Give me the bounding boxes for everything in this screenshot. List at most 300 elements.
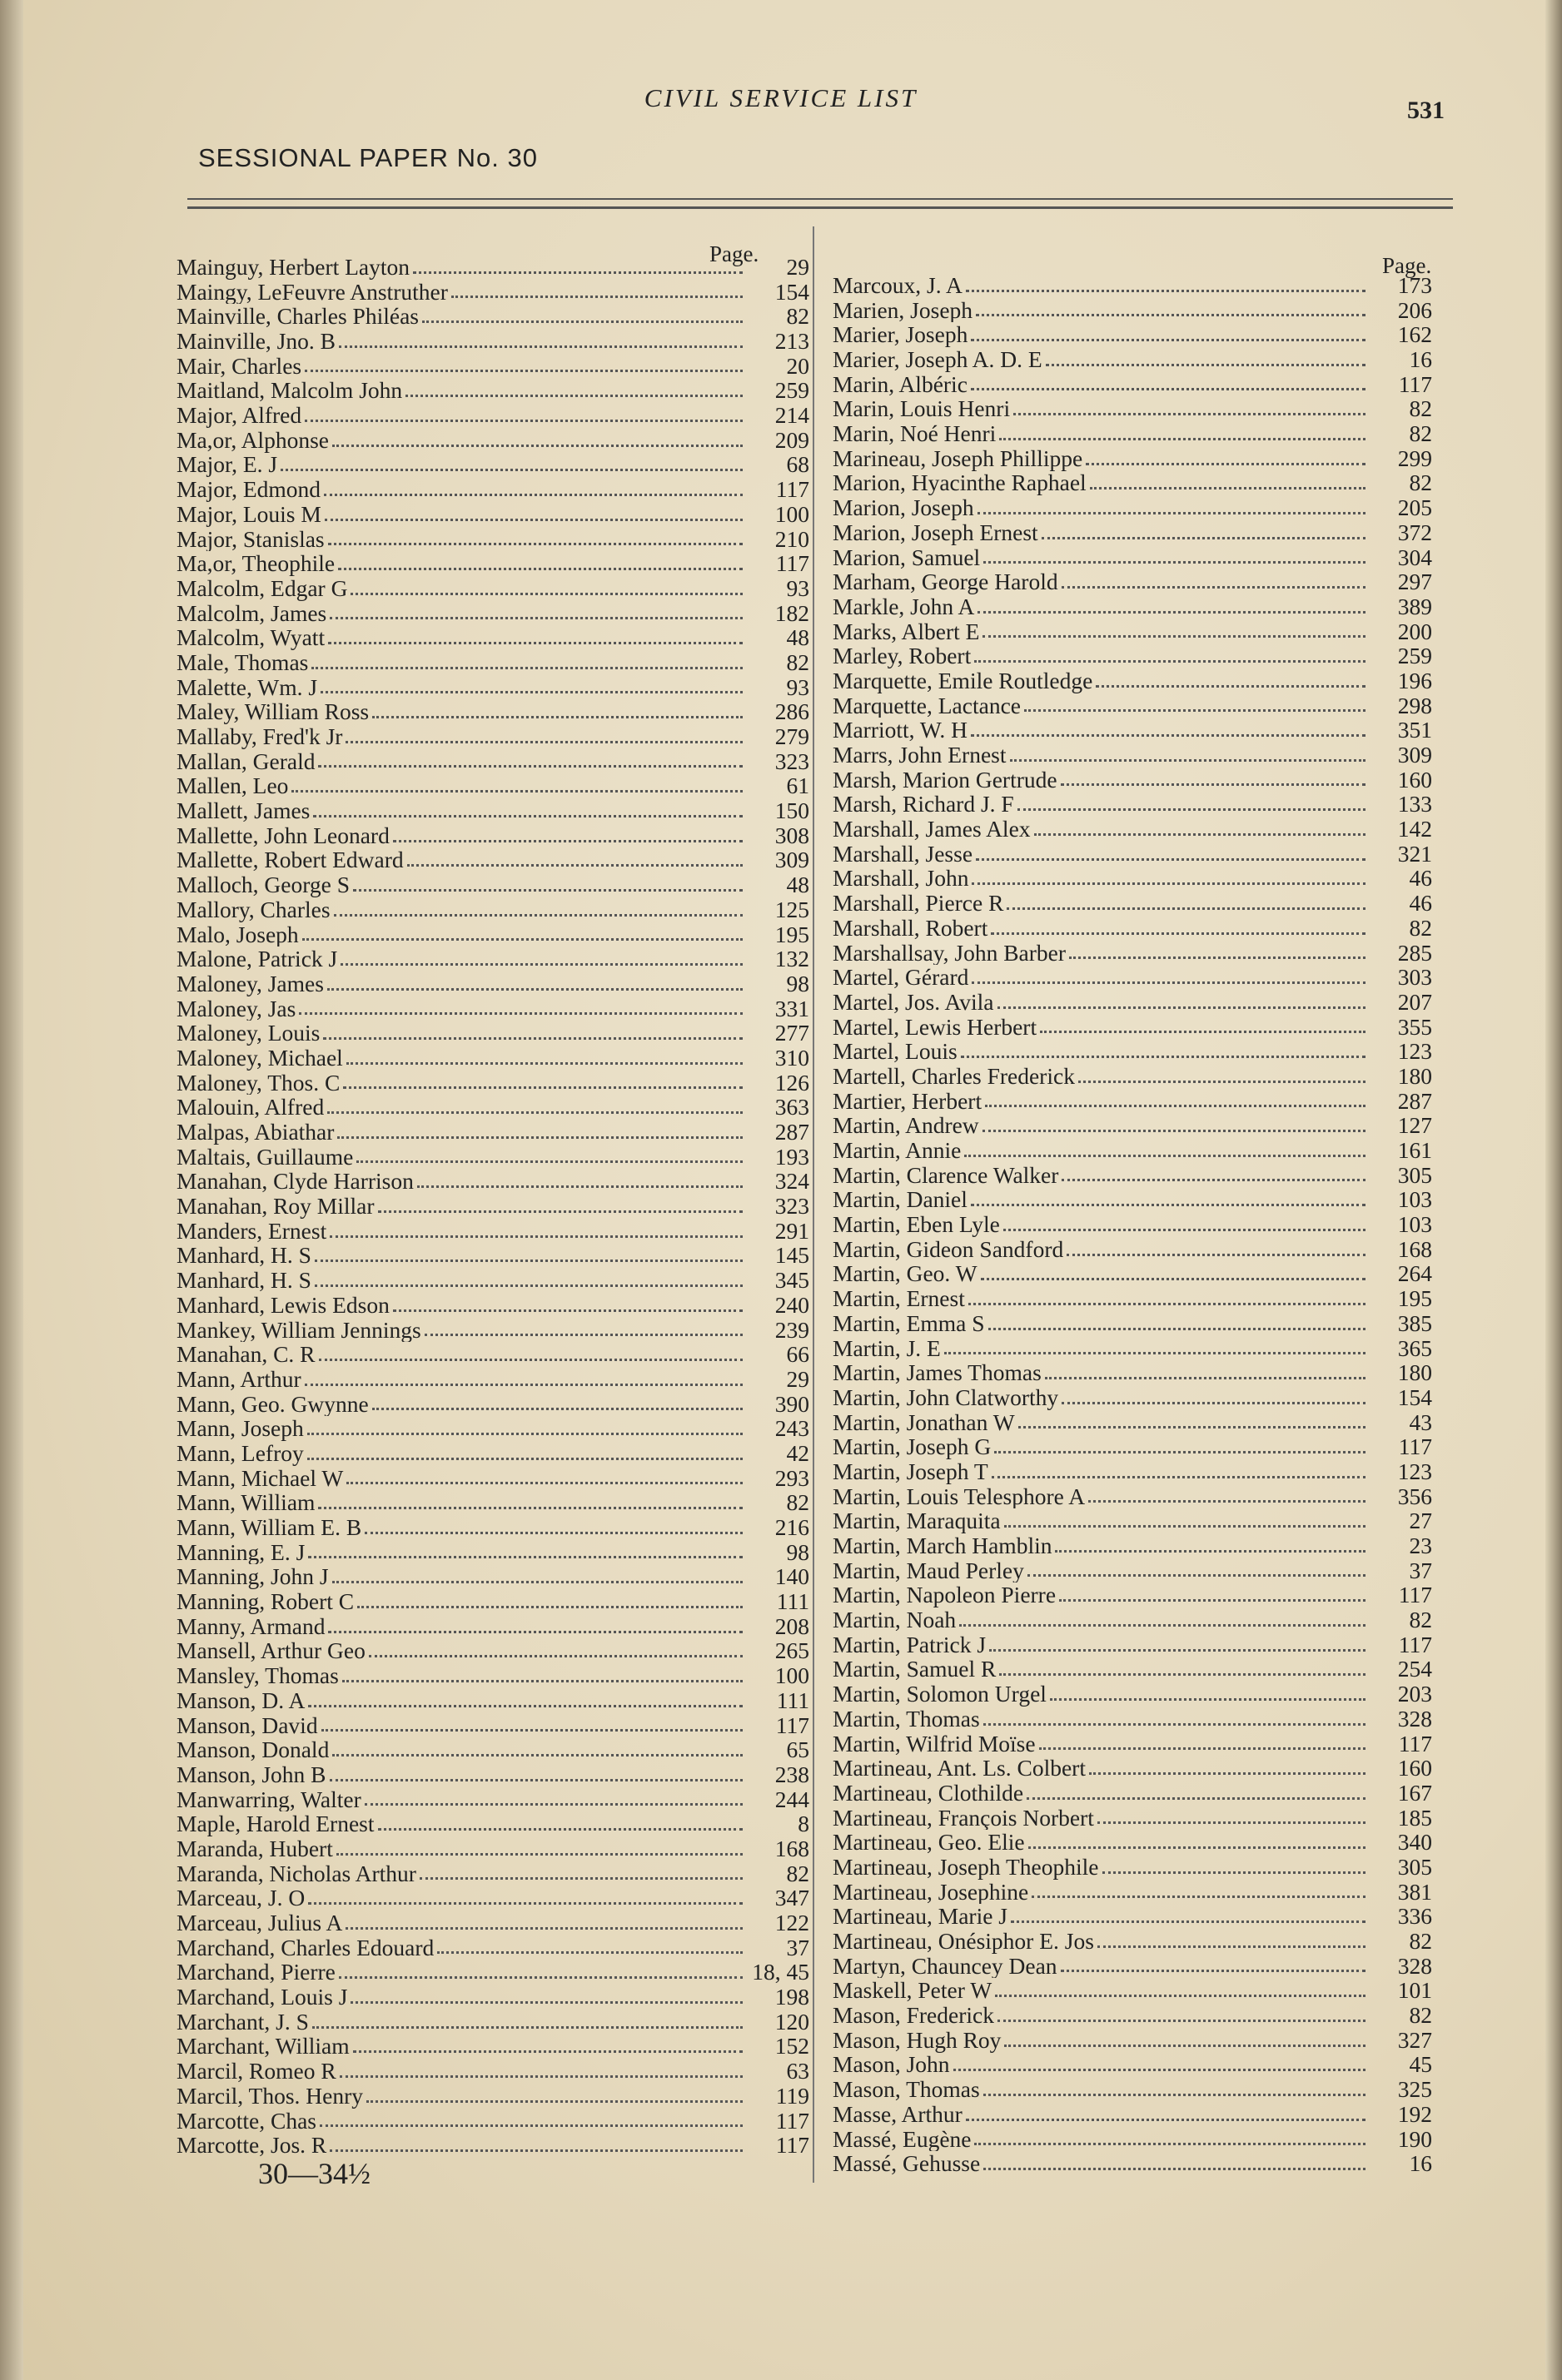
index-entry [177,1145,809,1170]
index-entry [833,619,1432,644]
entry-name: Marsh, Marion Gertrude [833,767,1057,793]
entry-page: 68 [786,452,809,478]
entry-name: Martin, Maud Perley [833,1558,1024,1583]
entry-name: Mason, Hugh Roy [833,2027,1002,2053]
entry-page: 168 [1397,1236,1432,1262]
entry-name: Marion, Samuel [833,544,981,570]
entry-name: Ma,or, Theophile [177,551,336,576]
entry-name: Mann, Geo. Gwynne [177,1391,369,1417]
entry-name: Mansell, Arthur Geo [177,1638,366,1664]
entry-name: Male, Thomas [177,650,309,675]
entry-page: 216 [774,1515,809,1540]
index-entry [177,1071,809,1096]
dot-leader [966,290,1366,292]
entry-name: Martineau, Geo. Elie [833,1830,1025,1855]
dot-leader [1018,1426,1366,1428]
entry-name: Mallen, Leo [177,773,289,799]
entry-page: 291 [774,1218,809,1244]
index-entry [177,280,809,305]
index-entry [177,947,809,971]
dot-leader [346,741,743,743]
entry-page: 82 [1409,915,1432,941]
entry-name: Manson, David [177,1712,318,1738]
index-entry [833,693,1432,718]
entry-name: Major, Alfred [177,403,302,428]
dot-leader [320,2124,743,2127]
dot-leader [964,1155,1366,1157]
entry-name: Major, E. J [177,452,278,478]
dot-leader [1013,413,1366,415]
dot-leader [1045,1377,1366,1379]
entry-name: Manson, Donald [177,1737,330,1762]
dot-leader [343,1086,743,1089]
index-entry [177,996,809,1021]
index-entry [177,749,809,774]
entry-page: 351 [1397,718,1432,743]
entry-page: 145 [774,1243,809,1269]
entry-page: 117 [1398,1583,1432,1608]
entry-name: Martin, John Clatworthy [833,1384,1059,1410]
dot-leader [1042,537,1366,539]
entry-name: Marham, George Harold [833,569,1058,594]
entry-name: Malouin, Alfred [177,1095,325,1120]
dot-leader [989,1649,1366,1652]
entry-name: Mallett, James [177,798,311,823]
entry-page: 389 [1397,594,1432,619]
entry-name: Marceau, Julius A [177,1910,343,1935]
index-entry [833,2053,1432,2078]
entry-page: 323 [774,748,809,774]
entry-name: Mann, Michael W [177,1465,344,1491]
entry-name: Mainville, Jno. B [177,329,336,354]
header-rule-top [187,198,1453,200]
dot-leader [346,1482,743,1484]
dot-leader [291,790,743,793]
index-entry [177,428,809,453]
entry-page: 43 [1409,1409,1432,1435]
entry-name: Martin, Samuel R [833,1657,997,1682]
dot-leader [991,932,1366,935]
entry-name: Maley, William Ross [177,699,370,725]
entry-name: Martin, Patrick J [833,1632,987,1657]
index-entry [177,1910,809,1935]
index-entry [833,1336,1432,1361]
dot-leader [437,1951,743,1954]
entry-page: 117 [775,477,809,502]
dot-leader [994,1451,1366,1453]
right-column-page-header: Page. [1382,253,1432,278]
entry-name: Major, Stanislas [177,526,325,552]
index-entry [833,668,1432,693]
dot-leader [1097,1945,1366,1948]
dot-leader [336,1853,743,1856]
entry-name: Marriott, W. H [833,718,968,743]
entry-name: Mann, Joseph [177,1416,304,1441]
dot-leader [378,1828,744,1831]
index-entry [177,1194,809,1219]
entry-page: 305 [1397,1162,1432,1188]
dot-leader [332,1581,743,1583]
index-entry [833,965,1432,990]
dot-leader [1039,1747,1366,1750]
entry-page: 27 [1409,1508,1432,1534]
dot-leader [976,858,1366,861]
dot-leader [334,914,743,917]
index-entry [177,773,809,798]
entry-page: 385 [1397,1310,1432,1336]
entry-page: 123 [1397,1459,1432,1484]
index-entry [833,471,1432,496]
index-entry [833,1682,1432,1707]
entry-page: 209 [774,427,809,453]
dot-leader [1089,1772,1366,1775]
entry-page: 117 [775,2108,809,2134]
index-entry [177,477,809,502]
entry-name: Marion, Joseph [833,495,974,520]
entry-name: Mansley, Thomas [177,1663,339,1688]
dot-leader [985,1105,1366,1107]
entry-page: 120 [774,2009,809,2035]
index-entry [833,1904,1432,1929]
entry-page: 98 [786,971,809,996]
dot-leader [330,1779,743,1781]
dot-leader [308,1902,743,1905]
dot-leader [365,1803,743,1806]
dot-leader [366,2100,743,2103]
entry-name: Maingy, LeFeuvre Anstruther [177,279,448,305]
index-entry [177,897,809,922]
index-entry [833,1039,1432,1064]
index-entry [177,2084,809,2109]
entry-name: Ma,or, Alphonse [177,427,329,453]
dot-leader [961,1056,1366,1058]
entry-page: 345 [774,1268,809,1293]
entry-page: 117 [1398,1731,1432,1756]
entry-name: Martin, Geo. W [833,1261,977,1287]
index-entry [833,396,1432,421]
entry-page: 37 [786,1935,809,1960]
dot-leader [353,2050,743,2053]
dot-leader [974,2143,1366,2145]
index-entry [833,1855,1432,1880]
dot-leader [971,388,1366,390]
entry-page: 29 [786,1366,809,1392]
dot-leader [332,1754,743,1756]
index-entry [833,2127,1432,2152]
dot-leader [1097,1821,1366,1824]
entry-name: Martin, Emma S [833,1310,985,1336]
entry-page: 328 [1397,1706,1432,1732]
entry-page: 46 [1409,891,1432,916]
index-entry [833,347,1432,372]
entry-name: Marchand, Louis J [177,1985,348,2010]
dot-leader [982,635,1366,638]
index-entry [833,2028,1432,2053]
index-entry [177,1342,809,1367]
entry-page: 310 [774,1046,809,1071]
column-divider [813,226,814,2183]
index-entry [177,1021,809,1046]
entry-name: Mallan, Gerald [177,748,316,774]
entry-name: Maloney, Louis [177,1021,321,1046]
entry-page: 195 [1397,1286,1432,1311]
index-entry [833,1508,1432,1533]
entry-page: 243 [774,1416,809,1441]
entry-name: Mallette, Robert Edward [177,847,404,873]
entry-name: Manders, Ernest [177,1218,327,1244]
entry-name: Marshall, Pierce R [833,891,1004,916]
dot-leader [1007,907,1366,910]
entry-name: Malo, Joseph [177,922,299,947]
index-entry [177,1935,809,1960]
entry-page: 125 [774,897,809,922]
entry-name: Maloney, Michael [177,1046,343,1071]
dot-leader [312,2026,743,2029]
entry-page: 285 [1397,940,1432,966]
index-entry [177,1589,809,1614]
entry-name: Manhard, H. S [177,1268,311,1293]
entry-page: 207 [1397,989,1432,1015]
entry-page: 123 [1397,1039,1432,1064]
entry-name: Marcil, Romeo R [177,2059,336,2084]
entry-page: 192 [1397,2101,1432,2127]
entry-page: 82 [1409,1929,1432,1954]
entry-name: Marceau, J. O [177,1886,306,1911]
entry-name: Marshall, Jesse [833,841,973,867]
entry-name: Manning, John J [177,1564,329,1590]
entry-page: 46 [1409,866,1432,892]
dot-leader [299,1012,743,1015]
entry-name: Martin, Thomas [833,1706,980,1732]
entry-name: Manson, D. A [177,1687,306,1713]
entry-page: 210 [774,526,809,552]
entry-name: Marquette, Lactance [833,693,1021,718]
dot-leader [307,1433,743,1435]
entry-name: Marier, Joseph A. D. E [833,347,1042,372]
entry-name: Marcoux, J. A [833,273,963,298]
entry-name: Martin, Jonathan W [833,1409,1015,1435]
index-entry [177,329,809,354]
entry-name: Martin, March Hamblin [833,1533,1052,1558]
entry-page: 254 [1397,1657,1432,1682]
index-entry [177,724,809,749]
entry-page: 324 [774,1169,809,1195]
entry-name: Martineau, Joseph Theophile [833,1855,1099,1880]
entry-name: Malloch, George S [177,872,350,897]
dot-leader [315,1284,743,1287]
entry-page: 331 [774,996,809,1021]
entry-name: Manning, E. J [177,1539,306,1565]
entry-name: Mann, Lefroy [177,1441,304,1466]
entry-page: 63 [786,2059,809,2084]
entry-page: 180 [1397,1360,1432,1385]
dot-leader [971,339,1366,341]
dot-leader [281,469,743,471]
entry-name: Martineau, François Norbert [833,1805,1094,1831]
entry-page: 117 [775,2133,809,2158]
entry-name: Martin, Clarence Walker [833,1162,1059,1188]
entry-name: Markle, John A [833,594,975,619]
entry-page: 213 [774,329,809,354]
dot-leader [323,1037,743,1040]
entry-name: Martin, James Thomas [833,1360,1042,1385]
entry-name: Manwarring, Walter [177,1786,361,1812]
index-entry [833,273,1432,298]
dot-leader [983,2168,1366,2170]
index-entry [833,643,1432,668]
dot-leader [1046,364,1366,366]
entry-page: 82 [1409,470,1432,496]
index-entry [833,1089,1432,1114]
dot-leader [332,445,743,447]
index-entry [177,601,809,626]
index-entry [833,1113,1432,1138]
index-entry [177,1219,809,1244]
entry-page: 48 [786,625,809,650]
entry-name: Martin, Annie [833,1138,962,1163]
entry-page: 203 [1397,1682,1432,1707]
entry-page: 244 [774,1786,809,1812]
entry-name: Marier, Joseph [833,322,968,348]
index-entry [177,1169,809,1194]
header-rule-bottom [187,206,1453,209]
index-entry [833,990,1432,1015]
dot-leader [307,1458,743,1460]
entry-name: Mason, John [833,2052,950,2078]
entry-page: 309 [1397,743,1432,768]
dot-leader [974,660,1366,663]
entry-page: 279 [774,724,809,749]
index-entry [833,520,1432,545]
dot-leader [372,1408,743,1410]
entry-name: Martineau, Marie J [833,1904,1007,1930]
entry-page: 297 [1397,569,1432,594]
entry-page: 162 [1397,322,1432,348]
index-entry [833,545,1432,570]
entry-page: 65 [786,1737,809,1762]
index-entry [833,718,1432,743]
entry-name: Mason, Thomas [833,2077,980,2102]
index-entry [833,1311,1432,1336]
dot-leader [311,667,743,669]
entry-page: 265 [774,1638,809,1664]
dot-leader [992,1476,1366,1478]
entry-page: 287 [774,1120,809,1145]
index-entry [177,1392,809,1417]
entry-name: Marchand, Pierre [177,1960,336,1985]
dot-leader [324,494,743,496]
index-entry [833,1732,1432,1756]
index-entry [177,2133,809,2158]
entry-page: 100 [774,1663,809,1688]
entry-page: 142 [1397,817,1432,842]
entry-name: Marcil, Thos. Henry [177,2083,364,2109]
entry-page: 117 [1398,1434,1432,1459]
entry-name: Martin, Noah [833,1607,957,1632]
entry-name: Marcotte, Jos. R [177,2133,327,2158]
dot-leader [330,2149,743,2152]
dot-leader [338,568,743,570]
dot-leader [1011,1920,1366,1923]
entry-page: 328 [1397,1953,1432,1979]
entry-page: 154 [774,279,809,305]
dot-leader [365,1532,743,1534]
entry-page: 325 [1397,2077,1432,2102]
dot-leader [983,2094,1366,2096]
dot-leader [1062,1179,1366,1181]
entry-name: Martin, Wilfrid Moïse [833,1731,1036,1756]
entry-page: 16 [1409,347,1432,372]
index-entry [833,743,1432,768]
entry-page: 190 [1397,2126,1432,2152]
entry-name: Marsh, Richard J. F [833,792,1014,817]
entry-name: Major, Edmond [177,477,321,502]
dot-leader [369,1655,743,1657]
entry-name: Martineau, Ant. Ls. Colbert [833,1756,1086,1781]
index-entry [177,255,809,280]
entry-page: 259 [774,378,809,404]
dot-leader [325,519,743,521]
entry-name: Manhard, Lewis Edson [177,1292,390,1318]
entry-name: Mair, Charles [177,353,302,379]
dot-leader [353,889,743,892]
entry-name: Maple, Harold Ernest [177,1811,375,1836]
dot-leader [1078,1081,1366,1083]
index-entry [177,304,809,329]
entry-name: Marchant, William [177,2034,350,2060]
entry-name: Marshall, Robert [833,915,988,941]
dot-leader [1010,759,1366,762]
dot-leader [968,1303,1366,1305]
index-entry [177,823,809,848]
dot-leader [357,1606,743,1608]
dot-leader [318,765,743,768]
index-entry [177,1367,809,1392]
entry-page: 363 [774,1095,809,1120]
index-entry [177,378,809,403]
entry-name: Martin, Gideon Sandford [833,1236,1064,1262]
entry-name: Manahan, Clyde Harrison [177,1169,414,1195]
index-entry [833,1929,1432,1954]
entry-page: 355 [1397,1014,1432,1040]
entry-page: 93 [786,575,809,601]
dot-leader [340,2075,743,2078]
index-entry [177,1614,809,1639]
index-entry [177,1762,809,1787]
index-entry [177,551,809,576]
index-entry [833,1830,1432,1855]
page-number: 531 [1407,97,1445,124]
entry-page: 117 [775,1712,809,1738]
index-entry [833,1806,1432,1831]
dot-leader [1050,1698,1366,1701]
entry-name: Manson, John B [177,1761,326,1787]
index-entry [833,1484,1432,1509]
entry-page: 82 [786,304,809,330]
dot-leader [944,1352,1366,1354]
dot-leader [305,370,743,372]
entry-name: Marquette, Emile Routledge [833,668,1093,693]
dot-leader [378,1210,743,1213]
index-entry [833,817,1432,842]
index-entry [833,1262,1432,1287]
entry-name: Malpas, Abiathar [177,1120,335,1145]
entry-name: Massé, Eugène [833,2126,972,2152]
entry-name: Manhard, H. S [177,1243,311,1269]
entry-name: Marshall, James Alex [833,817,1031,842]
entry-page: 168 [774,1836,809,1861]
dot-leader [997,1006,1366,1009]
